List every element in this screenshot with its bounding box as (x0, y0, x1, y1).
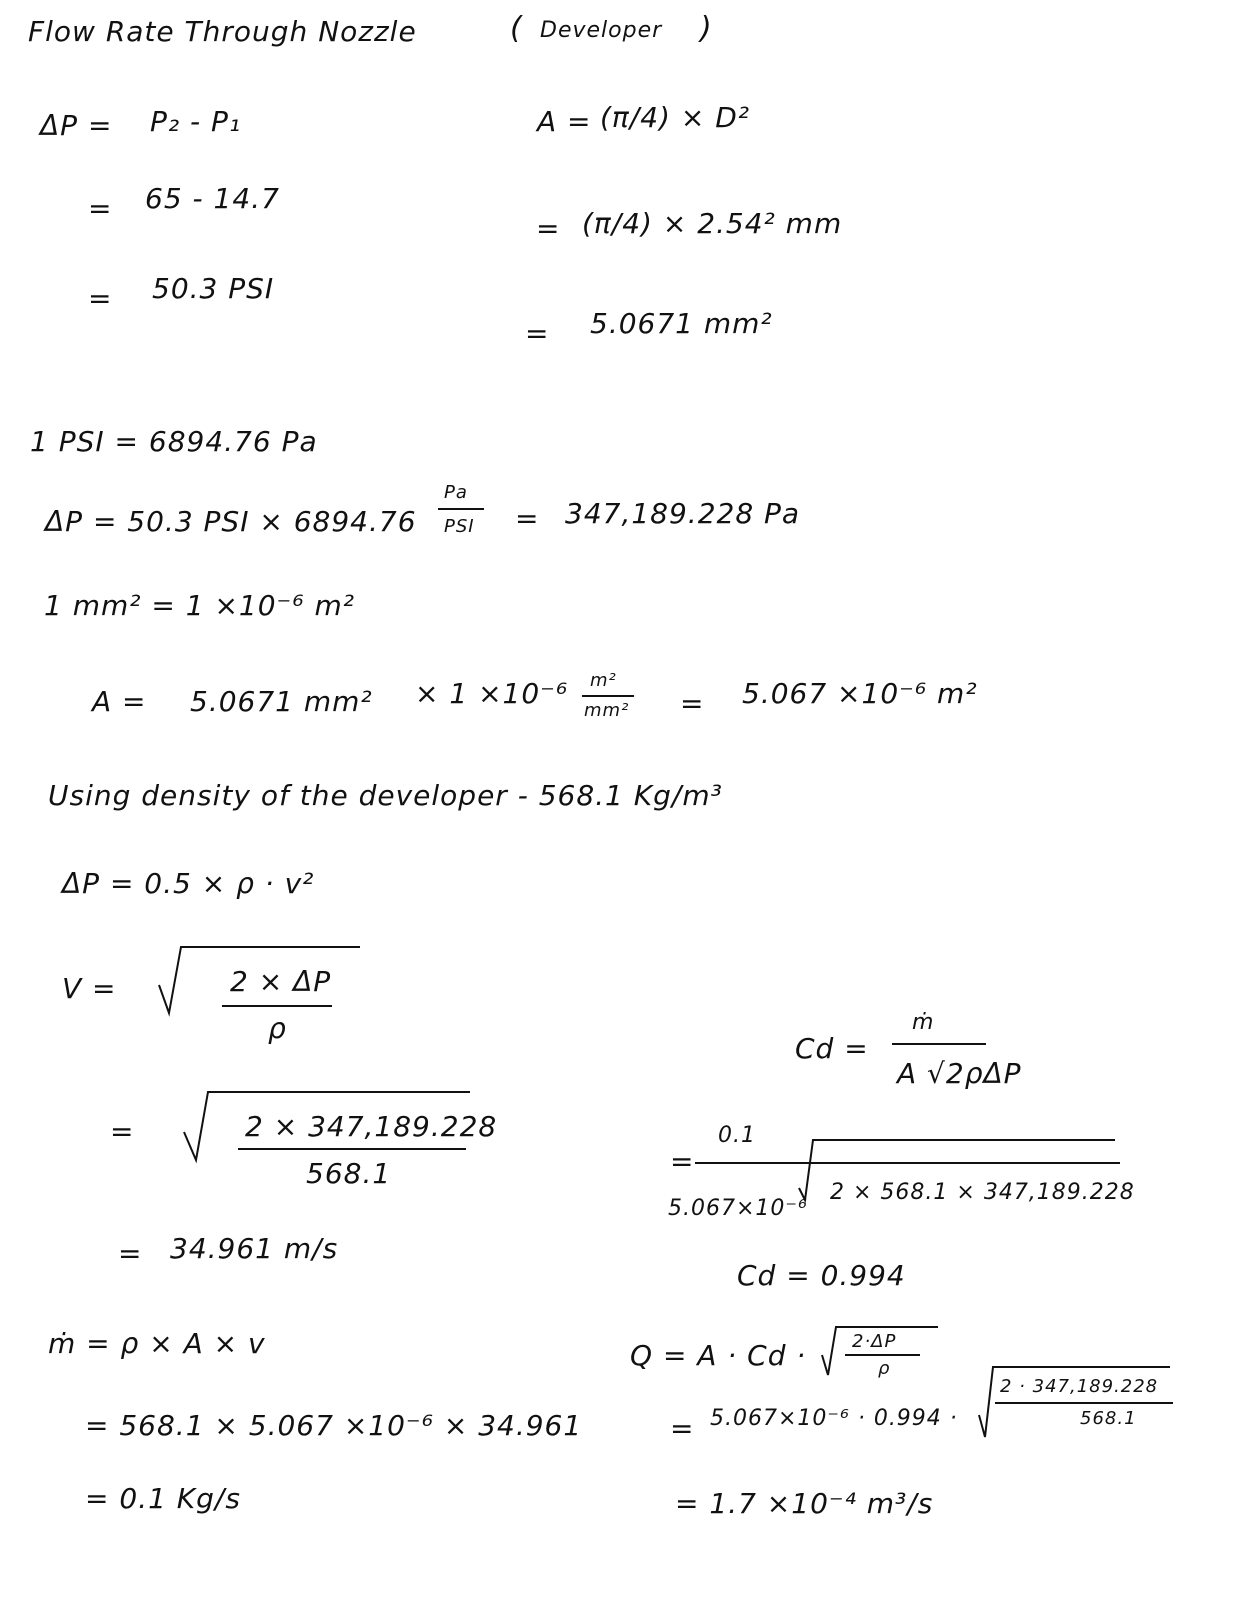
mass-flow-formula: ṁ = ρ × A × v (48, 1327, 266, 1360)
area-eq2: = (525, 317, 550, 350)
pressure-result: 50.3 PSI (152, 272, 275, 305)
velocity-denominator: ρ (268, 1012, 287, 1045)
area-conversion-eq: = (680, 687, 705, 720)
q-lhs: Q = A · Cd · (630, 1339, 807, 1372)
area-substitution: (π/4) × 2.54² mm (582, 207, 843, 240)
cd-result: Cd = 0.994 (737, 1259, 906, 1292)
bernoulli-equation: ΔP = 0.5 × ρ · v² (62, 867, 315, 900)
cd-sub-numerator: 0.1 (718, 1123, 756, 1148)
velocity-substitution-denominator: 568.1 (306, 1157, 392, 1190)
q-substitution-numerator: 2 · 347,189.228 (1000, 1376, 1159, 1397)
velocity-numerator: 2 × ΔP (230, 965, 332, 998)
q-substitution: 5.067×10⁻⁶ · 0.994 · (710, 1406, 958, 1431)
pressure-substitution: 65 - 14.7 (145, 182, 280, 215)
area-unit-fraction-bar (582, 695, 634, 697)
velocity-eq1: = (110, 1115, 135, 1148)
q-sub-eq: = (670, 1412, 695, 1445)
mass-flow-result: = 0.1 Kg/s (85, 1482, 241, 1515)
velocity-result: 34.961 m/s (170, 1232, 339, 1265)
area-formula: (π/4) × D² (600, 101, 750, 134)
q-substitution-fraction-bar (995, 1402, 1173, 1404)
q-radical-numerator: 2·ΔP (852, 1331, 897, 1352)
q-radical-denominator: ρ (878, 1358, 891, 1379)
area-lhs: A = (537, 105, 592, 138)
area-conversion-factor: × 1 ×10⁻⁶ (415, 677, 569, 710)
psi-conversion: 1 PSI = 6894.76 Pa (30, 425, 318, 458)
page-title: Flow Rate Through Nozzle (28, 15, 417, 48)
area-eq1: = (536, 212, 561, 245)
area-conversion-lhs: A = (92, 685, 147, 718)
pressure-formula: P₂ - P₁ (150, 105, 242, 138)
dp-conversion-lhs: ΔP = 50.3 PSI × 6894.76 (45, 505, 417, 538)
area-conversion-result: 5.067 ×10⁻⁶ m² (742, 677, 978, 710)
title-paren-close: ) (700, 11, 713, 46)
cd-sub-eq: = (670, 1145, 695, 1178)
area-result: 5.0671 mm² (590, 307, 773, 340)
area-unit-denominator: mm² (584, 700, 630, 721)
velocity-fraction-bar (222, 1005, 332, 1007)
dp-unit-denominator: PSI (444, 516, 475, 537)
pressure-eq2: = (88, 282, 113, 315)
q-substitution-denominator: 568.1 (1080, 1408, 1137, 1429)
pressure-eq1: = (88, 192, 113, 225)
mm2-conversion: 1 mm² = 1 ×10⁻⁶ m² (44, 589, 355, 622)
title-fluid: Developer (540, 18, 663, 43)
velocity-substitution-numerator: 2 × 347,189.228 (245, 1110, 498, 1143)
title-paren-open: ( (510, 11, 523, 46)
dp-conversion-eq: = (515, 502, 540, 535)
cd-denominator: A √2ρΔP (897, 1057, 1022, 1090)
velocity-eq2: = (118, 1237, 143, 1270)
area-unit-numerator: m² (590, 670, 617, 691)
q-radical-fraction-bar (845, 1354, 920, 1356)
cd-lhs: Cd = (795, 1032, 869, 1065)
velocity-substitution-fraction-bar (238, 1148, 466, 1150)
dp-unit-fraction-bar (438, 508, 484, 510)
cd-numerator: ṁ (912, 1010, 935, 1035)
dp-unit-numerator: Pa (444, 482, 468, 503)
cd-sub-denominator-a: 5.067×10⁻⁶ (668, 1196, 808, 1221)
dp-conversion-result: 347,189.228 Pa (565, 497, 801, 530)
q-result: = 1.7 ×10⁻⁴ m³/s (675, 1487, 934, 1520)
velocity-lhs: V = (62, 972, 117, 1005)
pressure-lhs: ΔP = (40, 109, 113, 142)
cd-fraction-bar (892, 1043, 986, 1045)
density-note: Using density of the developer - 568.1 Kg/m³ (48, 779, 723, 812)
mass-flow-substitution: = 568.1 × 5.067 ×10⁻⁶ × 34.961 (85, 1409, 583, 1442)
area-conversion-value: 5.0671 mm² (190, 685, 373, 718)
cd-sub-denominator-b: 2 × 568.1 × 347,189.228 (830, 1180, 1135, 1205)
